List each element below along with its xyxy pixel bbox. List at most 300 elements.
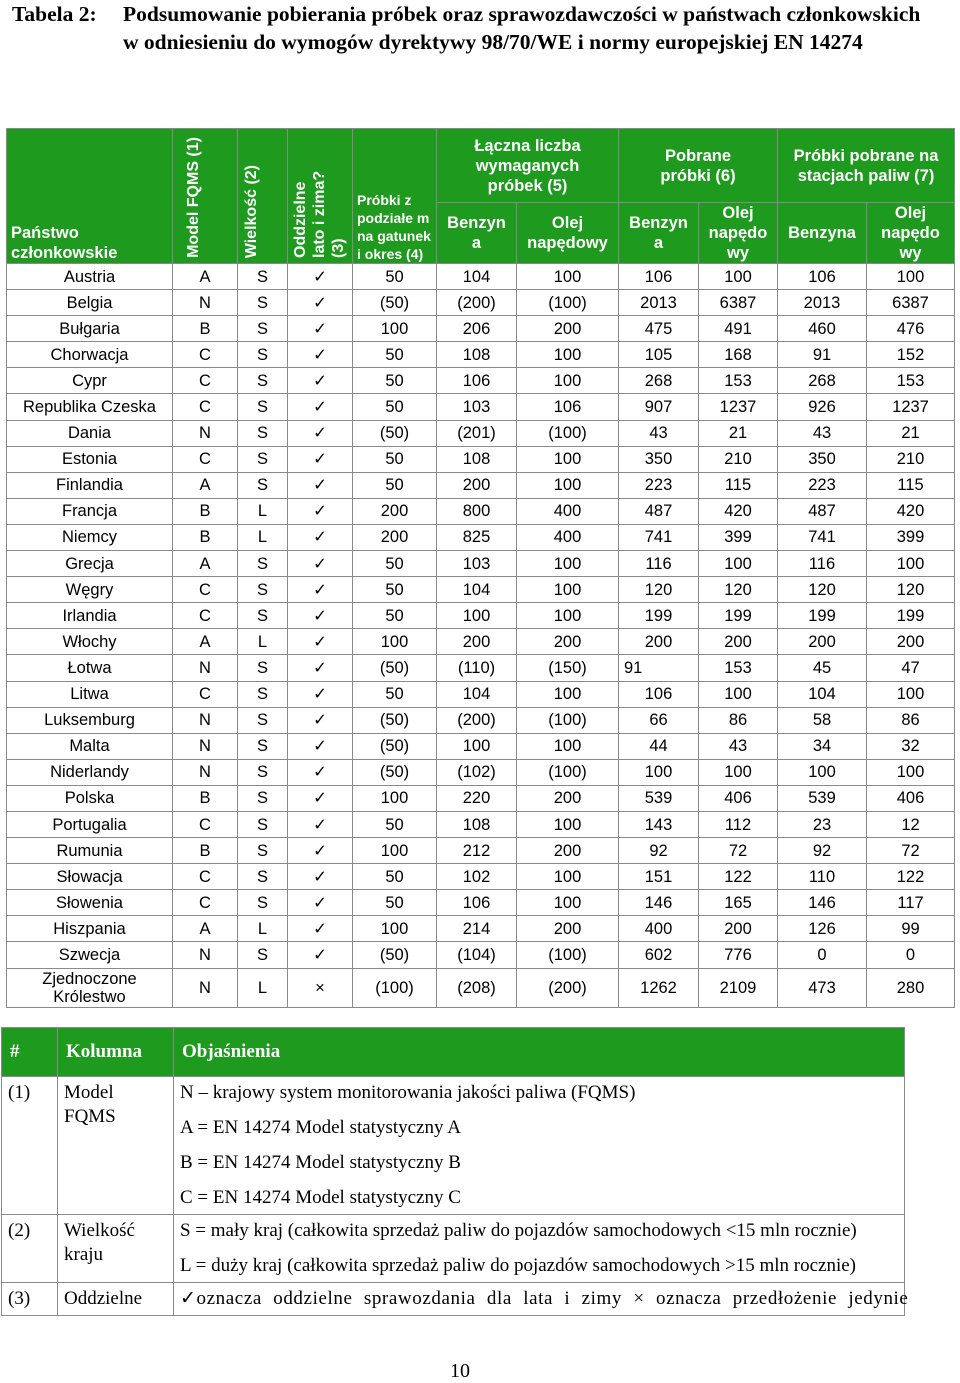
cell-country: Zjednoczone Królestwo: [7, 968, 173, 1007]
cell-req-benzyna: 100: [437, 733, 517, 759]
cell-taken-olej: 72: [699, 838, 778, 864]
cell-taken-benzyna: 199: [619, 603, 699, 629]
cell-separate: ✓: [288, 629, 353, 655]
cell-breakdown: 50: [353, 368, 437, 394]
cell-model: A: [173, 264, 238, 290]
cell-breakdown: (100): [353, 968, 437, 1007]
cell-country: Słowenia: [7, 890, 173, 916]
cell-breakdown: 50: [353, 890, 437, 916]
table-row: [7, 551, 955, 577]
cell-stations-olej: 100: [867, 681, 955, 707]
cell-country: Chorwacja: [7, 342, 173, 368]
cell-taken-olej: 420: [699, 498, 778, 524]
cell-req-benzyna: (110): [437, 655, 517, 681]
header-country-label: Państwo członkowskie: [11, 224, 118, 262]
cell-model: N: [173, 655, 238, 681]
cell-stations-benzyna: 116: [778, 551, 867, 577]
cell-breakdown: 100: [353, 316, 437, 342]
cell-size: S: [238, 316, 288, 342]
cell-req-benzyna: 102: [437, 864, 517, 890]
cell-size: S: [238, 681, 288, 707]
cell-stations-olej: 99: [867, 916, 955, 942]
table-row: [7, 316, 955, 342]
cell-country: Szwecja: [7, 942, 173, 968]
cell-taken-benzyna: 602: [619, 942, 699, 968]
cell-size: L: [238, 968, 288, 1007]
cell-country: Cypr: [7, 368, 173, 394]
cell-req-olej: 100: [517, 890, 619, 916]
header-country: [7, 129, 173, 264]
cell-separate: ✓: [288, 368, 353, 394]
table-row: [7, 890, 955, 916]
cell-stations-olej: 32: [867, 733, 955, 759]
cell-stations-benzyna: 100: [778, 759, 867, 785]
cell-req-olej: 100: [517, 681, 619, 707]
cell-req-benzyna: 103: [437, 551, 517, 577]
cell-req-benzyna: 103: [437, 394, 517, 420]
cell-breakdown: 100: [353, 838, 437, 864]
table-row: [7, 290, 955, 316]
cell-taken-benzyna: 2013: [619, 290, 699, 316]
table-row: [7, 916, 955, 942]
cell-taken-benzyna: 116: [619, 551, 699, 577]
cell-country: Słowacja: [7, 864, 173, 890]
cell-stations-olej: 120: [867, 577, 955, 603]
cell-taken-olej: 100: [699, 551, 778, 577]
cell-stations-benzyna: 23: [778, 811, 867, 837]
cell-stations-olej: 100: [867, 264, 955, 290]
cell-taken-benzyna: 907: [619, 394, 699, 420]
legend-explanation: [174, 1215, 905, 1283]
cell-taken-olej: 199: [699, 603, 778, 629]
cell-size: S: [238, 577, 288, 603]
cell-taken-olej: 153: [699, 368, 778, 394]
cell-taken-olej: 153: [699, 655, 778, 681]
cell-country: Rumunia: [7, 838, 173, 864]
cell-stations-benzyna: 2013: [778, 290, 867, 316]
header-req-olej: [517, 203, 619, 264]
cell-taken-benzyna: 1262: [619, 968, 699, 1007]
cell-size: L: [238, 916, 288, 942]
cell-breakdown: 50: [353, 681, 437, 707]
cell-model: C: [173, 394, 238, 420]
cell-model: A: [173, 551, 238, 577]
cell-country: Estonia: [7, 446, 173, 472]
page-number: 10: [450, 1360, 470, 1382]
cell-breakdown: 50: [353, 551, 437, 577]
cell-taken-benzyna: 268: [619, 368, 699, 394]
header-req-benzyna: [437, 203, 517, 264]
cell-stations-benzyna: 223: [778, 472, 867, 498]
cell-separate: ✓: [288, 785, 353, 811]
cell-model: N: [173, 707, 238, 733]
cell-stations-benzyna: 199: [778, 603, 867, 629]
cell-stations-olej: 0: [867, 942, 955, 968]
cell-separate: ✓: [288, 420, 353, 446]
header-taken-label: Pobrane próbki (6): [660, 146, 736, 185]
cell-size: S: [238, 394, 288, 420]
cell-taken-olej: 2109: [699, 968, 778, 1007]
table-row: [7, 785, 955, 811]
legend-line: S = mały kraj (całkowita sprzedaż paliw do pojazdów samochodowych <15 mln rocznie): [180, 1220, 857, 1241]
cell-req-benzyna: 825: [437, 524, 517, 550]
cell-taken-olej: 43: [699, 733, 778, 759]
cell-stations-benzyna: 268: [778, 368, 867, 394]
cell-req-benzyna: 108: [437, 342, 517, 368]
cell-size: S: [238, 472, 288, 498]
cell-taken-olej: 491: [699, 316, 778, 342]
cell-stations-benzyna: 34: [778, 733, 867, 759]
table-row: [7, 733, 955, 759]
cell-taken-olej: 399: [699, 524, 778, 550]
cell-taken-benzyna: 44: [619, 733, 699, 759]
cell-taken-benzyna: 92: [619, 838, 699, 864]
cell-model: C: [173, 577, 238, 603]
legend-header-explanation: Objaśnienia: [174, 1028, 905, 1077]
cell-breakdown: 50: [353, 577, 437, 603]
cell-req-olej: (100): [517, 420, 619, 446]
cell-taken-olej: 100: [699, 759, 778, 785]
cell-country: Łotwa: [7, 655, 173, 681]
cell-taken-olej: 86: [699, 707, 778, 733]
cell-req-olej: 100: [517, 472, 619, 498]
table-row: [7, 968, 955, 1007]
cell-size: L: [238, 629, 288, 655]
cell-separate: ×: [288, 968, 353, 1007]
cell-stations-olej: 280: [867, 968, 955, 1007]
cell-country: Portugalia: [7, 811, 173, 837]
legend-explanation: [174, 1077, 905, 1215]
cell-breakdown: 50: [353, 264, 437, 290]
cell-stations-olej: 122: [867, 864, 955, 890]
cell-separate: ✓: [288, 681, 353, 707]
cell-stations-benzyna: 45: [778, 655, 867, 681]
cell-taken-benzyna: 475: [619, 316, 699, 342]
cell-size: S: [238, 420, 288, 446]
cell-country: Finlandia: [7, 472, 173, 498]
cell-req-olej: 200: [517, 629, 619, 655]
table-row: [7, 342, 955, 368]
legend-header-num: #: [2, 1028, 58, 1077]
table-row: [7, 368, 955, 394]
cell-country: Polska: [7, 785, 173, 811]
cell-taken-benzyna: 350: [619, 446, 699, 472]
cell-country: Austria: [7, 264, 173, 290]
table-row: [7, 864, 955, 890]
caption-label: Tabela 2:: [12, 2, 97, 26]
cell-breakdown: 50: [353, 446, 437, 472]
cell-size: S: [238, 785, 288, 811]
cell-separate: ✓: [288, 811, 353, 837]
cell-size: S: [238, 290, 288, 316]
cell-req-olej: (150): [517, 655, 619, 681]
cell-req-benzyna: (200): [437, 290, 517, 316]
cell-stations-olej: 12: [867, 811, 955, 837]
table-row: [7, 629, 955, 655]
cell-country: Malta: [7, 733, 173, 759]
legend-header-column: Kolumna: [58, 1028, 174, 1077]
cell-country: Niderlandy: [7, 759, 173, 785]
cell-taken-benzyna: 151: [619, 864, 699, 890]
cell-size: S: [238, 838, 288, 864]
cell-req-olej: 200: [517, 316, 619, 342]
legend-line: C = EN 14274 Model statystyczny C: [180, 1187, 461, 1208]
cell-model: B: [173, 316, 238, 342]
table-row: [7, 942, 955, 968]
cell-taken-benzyna: 106: [619, 681, 699, 707]
cell-size: L: [238, 498, 288, 524]
cell-req-benzyna: 220: [437, 785, 517, 811]
cell-separate: ✓: [288, 655, 353, 681]
cell-taken-benzyna: 539: [619, 785, 699, 811]
cell-stations-olej: 47: [867, 655, 955, 681]
header-model: [173, 129, 238, 264]
header-required: [437, 129, 619, 203]
cell-taken-benzyna: 143: [619, 811, 699, 837]
cell-req-benzyna: 106: [437, 890, 517, 916]
legend-line: N – krajowy system monitorowania jakości paliwa (FQMS): [180, 1082, 636, 1103]
cell-breakdown: 50: [353, 864, 437, 890]
header-stations-olej-label: Olej napędo wy: [881, 204, 940, 262]
cell-req-olej: 100: [517, 603, 619, 629]
cell-taken-benzyna: 120: [619, 577, 699, 603]
cell-breakdown: (50): [353, 759, 437, 785]
cell-separate: ✓: [288, 290, 353, 316]
cell-req-olej: (100): [517, 290, 619, 316]
cell-req-olej: (100): [517, 707, 619, 733]
legend-column: Oddzielne: [58, 1283, 174, 1316]
table-row: [7, 264, 955, 290]
header-breakdown-label: Próbki z podziałe m na gatunek i okres (4): [357, 192, 431, 262]
cell-req-benzyna: 108: [437, 446, 517, 472]
cell-separate: ✓: [288, 864, 353, 890]
cell-req-olej: 200: [517, 916, 619, 942]
cell-model: C: [173, 864, 238, 890]
cell-req-benzyna: 212: [437, 838, 517, 864]
cell-req-benzyna: 104: [437, 264, 517, 290]
cell-country: Dania: [7, 420, 173, 446]
legend-line: A = EN 14274 Model statystyczny A: [180, 1117, 461, 1138]
cell-breakdown: 100: [353, 916, 437, 942]
cell-req-benzyna: (104): [437, 942, 517, 968]
cell-breakdown: (50): [353, 655, 437, 681]
cell-taken-benzyna: 106: [619, 264, 699, 290]
cell-country: Bułgaria: [7, 316, 173, 342]
cell-req-olej: 100: [517, 368, 619, 394]
cell-req-benzyna: (102): [437, 759, 517, 785]
cell-stations-olej: 476: [867, 316, 955, 342]
cell-size: S: [238, 759, 288, 785]
cell-req-olej: 100: [517, 733, 619, 759]
cell-country: Francja: [7, 498, 173, 524]
cell-size: S: [238, 733, 288, 759]
cell-stations-olej: 199: [867, 603, 955, 629]
cell-req-olej: 100: [517, 864, 619, 890]
cell-size: S: [238, 707, 288, 733]
cell-taken-olej: 200: [699, 916, 778, 942]
cell-stations-olej: 100: [867, 759, 955, 785]
cell-separate: ✓: [288, 316, 353, 342]
cell-stations-benzyna: 146: [778, 890, 867, 916]
cell-req-olej: (100): [517, 942, 619, 968]
cell-model: B: [173, 524, 238, 550]
header-taken-olej-label: Olej napędo wy: [708, 204, 768, 262]
cell-size: S: [238, 603, 288, 629]
cell-stations-olej: 100: [867, 551, 955, 577]
cell-taken-olej: 120: [699, 577, 778, 603]
cell-taken-benzyna: 66: [619, 707, 699, 733]
cell-stations-olej: 152: [867, 342, 955, 368]
cell-separate: ✓: [288, 603, 353, 629]
cell-stations-benzyna: 43: [778, 420, 867, 446]
cell-stations-benzyna: 741: [778, 524, 867, 550]
cell-taken-olej: 112: [699, 811, 778, 837]
cell-req-olej: 200: [517, 785, 619, 811]
cell-breakdown: 200: [353, 524, 437, 550]
table-row: [7, 681, 955, 707]
cell-req-benzyna: 108: [437, 811, 517, 837]
cell-stations-benzyna: 350: [778, 446, 867, 472]
cell-taken-olej: 6387: [699, 290, 778, 316]
legend-num: (2): [2, 1215, 58, 1283]
cell-breakdown: 50: [353, 811, 437, 837]
cell-stations-olej: 6387: [867, 290, 955, 316]
header-separate: [288, 129, 353, 264]
cell-size: S: [238, 551, 288, 577]
cell-taken-benzyna: 105: [619, 342, 699, 368]
cell-stations-benzyna: 91: [778, 342, 867, 368]
cell-model: B: [173, 785, 238, 811]
cell-stations-benzyna: 110: [778, 864, 867, 890]
cell-taken-olej: 21: [699, 420, 778, 446]
cell-separate: ✓: [288, 394, 353, 420]
cell-req-olej: 400: [517, 498, 619, 524]
cell-separate: ✓: [288, 838, 353, 864]
header-taken: [619, 129, 778, 203]
cell-stations-benzyna: 126: [778, 916, 867, 942]
cell-separate: ✓: [288, 524, 353, 550]
table-row: [7, 498, 955, 524]
cell-model: N: [173, 942, 238, 968]
cell-breakdown: (50): [353, 290, 437, 316]
cell-taken-olej: 168: [699, 342, 778, 368]
cell-stations-benzyna: 92: [778, 838, 867, 864]
cell-breakdown: 200: [353, 498, 437, 524]
cell-country: Irlandia: [7, 603, 173, 629]
summary-table: [6, 128, 955, 1008]
cell-taken-benzyna: 146: [619, 890, 699, 916]
table-row: [7, 603, 955, 629]
cell-req-olej: 106: [517, 394, 619, 420]
cell-separate: ✓: [288, 759, 353, 785]
cell-separate: ✓: [288, 472, 353, 498]
table-row: [7, 524, 955, 550]
cell-stations-olej: 21: [867, 420, 955, 446]
cell-model: C: [173, 368, 238, 394]
cell-stations-olej: 399: [867, 524, 955, 550]
cell-stations-benzyna: 0: [778, 942, 867, 968]
cell-breakdown: (50): [353, 420, 437, 446]
cell-req-benzyna: 104: [437, 681, 517, 707]
summary-table-body: [7, 264, 955, 1008]
cell-model: A: [173, 916, 238, 942]
header-stations-label: Próbki pobrane na stacjach paliw (7): [793, 146, 939, 185]
cell-req-benzyna: 800: [437, 498, 517, 524]
cell-model: N: [173, 968, 238, 1007]
cell-country: Belgia: [7, 290, 173, 316]
header-req-benzyna-label: Benzyn a: [447, 214, 506, 252]
cell-taken-olej: 122: [699, 864, 778, 890]
header-required-label: Łączna liczba wymaganych próbek (5): [474, 136, 581, 195]
cell-size: S: [238, 811, 288, 837]
legend-num: (1): [2, 1077, 58, 1215]
cell-taken-olej: 100: [699, 681, 778, 707]
cell-req-benzyna: (200): [437, 707, 517, 733]
header-taken-olej: [699, 203, 778, 264]
cell-size: S: [238, 942, 288, 968]
cell-taken-benzyna: 100: [619, 759, 699, 785]
cell-taken-benzyna: 223: [619, 472, 699, 498]
cell-separate: ✓: [288, 890, 353, 916]
cell-separate: ✓: [288, 707, 353, 733]
cell-stations-olej: 153: [867, 368, 955, 394]
cell-stations-olej: 117: [867, 890, 955, 916]
cell-separate: ✓: [288, 942, 353, 968]
legend-line: L = duży kraj (całkowita sprzedaż paliw do pojazdów samochodowych >15 mln rocznie): [180, 1255, 857, 1276]
cell-size: S: [238, 655, 288, 681]
cell-size: S: [238, 368, 288, 394]
header-model-label: Model FQMS (1): [185, 137, 202, 258]
cell-req-olej: 100: [517, 446, 619, 472]
cell-country: Hiszpania: [7, 916, 173, 942]
legend-column: Wielkość kraju: [58, 1215, 174, 1283]
legend-explanation: [174, 1283, 909, 1316]
legend-column: Model FQMS: [58, 1077, 174, 1215]
cell-taken-olej: 1237: [699, 394, 778, 420]
cell-taken-benzyna: 487: [619, 498, 699, 524]
legend-table: [1, 1027, 909, 1316]
cell-stations-benzyna: 106: [778, 264, 867, 290]
table-row: [7, 420, 955, 446]
table-row: [7, 811, 955, 837]
cell-taken-olej: 115: [699, 472, 778, 498]
cell-size: S: [238, 342, 288, 368]
cell-model: N: [173, 420, 238, 446]
cell-req-olej: 100: [517, 551, 619, 577]
cell-req-olej: 100: [517, 811, 619, 837]
cell-stations-benzyna: 487: [778, 498, 867, 524]
cell-country: Niemcy: [7, 524, 173, 550]
cell-breakdown: 100: [353, 629, 437, 655]
cell-stations-olej: 420: [867, 498, 955, 524]
header-taken-benzyna: [619, 203, 699, 264]
cell-breakdown: 100: [353, 785, 437, 811]
cell-model: C: [173, 603, 238, 629]
header-size: [238, 129, 288, 264]
cell-country: Republika Czeska: [7, 394, 173, 420]
cell-model: N: [173, 759, 238, 785]
cell-country: Grecja: [7, 551, 173, 577]
cell-taken-benzyna: 43: [619, 420, 699, 446]
cell-taken-olej: 406: [699, 785, 778, 811]
cell-req-benzyna: 104: [437, 577, 517, 603]
cell-country: Węgry: [7, 577, 173, 603]
cell-model: C: [173, 342, 238, 368]
cell-model: N: [173, 290, 238, 316]
cell-taken-benzyna: 200: [619, 629, 699, 655]
cell-stations-olej: 1237: [867, 394, 955, 420]
cell-req-benzyna: (201): [437, 420, 517, 446]
